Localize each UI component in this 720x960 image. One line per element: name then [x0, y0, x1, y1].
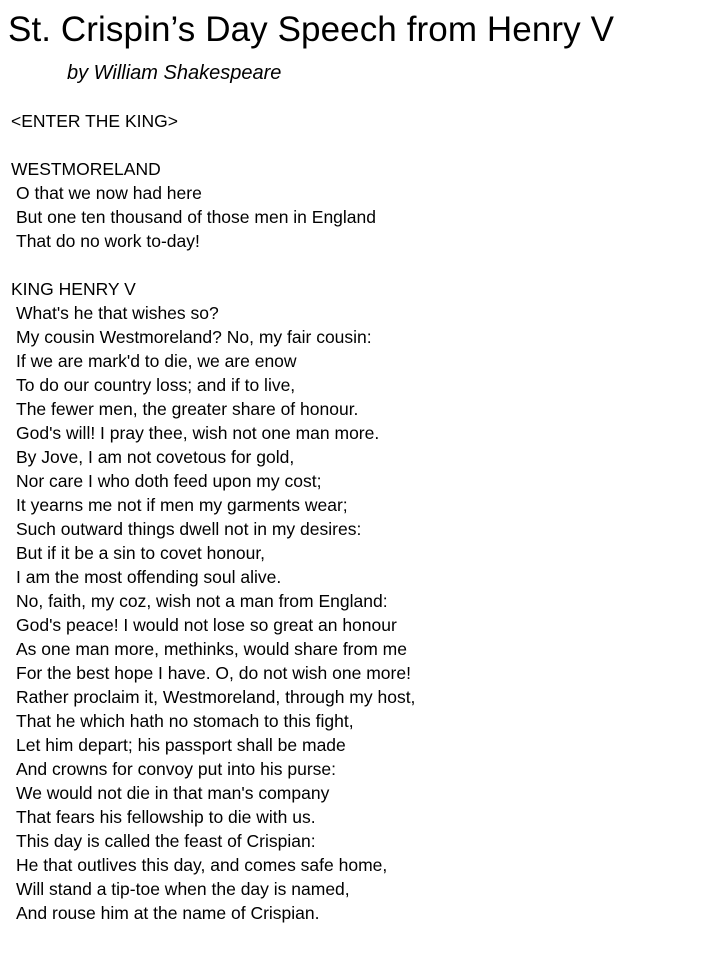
verse-line: As one man more, methinks, would share from me: [16, 639, 407, 659]
verse-line: That do no work to-day!: [16, 231, 200, 251]
verse-line: That he which hath no stomach to this fight,: [16, 711, 354, 731]
verse-line: To do our country loss; and if to live,: [16, 375, 296, 395]
verse-line: O that we now had here: [16, 183, 202, 203]
speaker-name-westmoreland: WESTMORELAND: [11, 159, 161, 179]
verse-line: And crowns for convoy put into his purse:: [16, 759, 337, 779]
verse-line: I am the most offending soul alive.: [16, 567, 282, 587]
verse-line: If we are mark'd to die, we are enow: [16, 351, 297, 371]
verse-line: God's will! I pray thee, wish not one man more.: [16, 423, 380, 443]
verse-line: Nor care I who doth feed upon my cost;: [16, 471, 322, 491]
verse-line: We would not die in that man's company: [16, 783, 330, 803]
verse-line: God's peace! I would not lose so great an honour: [16, 615, 397, 635]
verse-line: What's he that wishes so?: [16, 303, 219, 323]
verse-line: My cousin Westmoreland? No, my fair cousin:: [16, 327, 372, 347]
verse-line: But if it be a sin to covet honour,: [16, 543, 266, 563]
verse-line: And rouse him at the name of Crispian.: [16, 903, 320, 923]
blank-line: [11, 253, 711, 277]
author-byline: by William Shakespeare: [67, 62, 282, 84]
speaker-name-king-henry: KING HENRY V: [11, 279, 136, 299]
verse-line: By Jove, I am not covetous for gold,: [16, 447, 295, 467]
verse-line: That fears his fellowship to die with us.: [16, 807, 316, 827]
verse-line: Let him depart; his passport shall be made: [16, 735, 346, 755]
verse-line: For the best hope I have. O, do not wish one more!: [16, 663, 411, 683]
verse-line: This day is called the feast of Crispian:: [16, 831, 316, 851]
blank-line: [11, 133, 711, 157]
verse-line: The fewer men, the greater share of honour.: [16, 399, 359, 419]
speech-text: [11, 109, 711, 925]
verse-line: No, faith, my coz, wish not a man from England:: [16, 591, 388, 611]
verse-line: Will stand a tip-toe when the day is named,: [16, 879, 350, 899]
verse-line: But one ten thousand of those men in England: [16, 207, 376, 227]
stage-direction: <ENTER THE KING>: [11, 111, 178, 131]
verse-line: Such outward things dwell not in my desires:: [16, 519, 362, 539]
verse-line: Rather proclaim it, Westmoreland, through my host,: [16, 687, 416, 707]
verse-line: He that outlives this day, and comes safe home,: [16, 855, 388, 875]
verse-line: It yearns me not if men my garments wear;: [16, 495, 348, 515]
page-title: St. Crispin’s Day Speech from Henry V: [8, 10, 615, 49]
